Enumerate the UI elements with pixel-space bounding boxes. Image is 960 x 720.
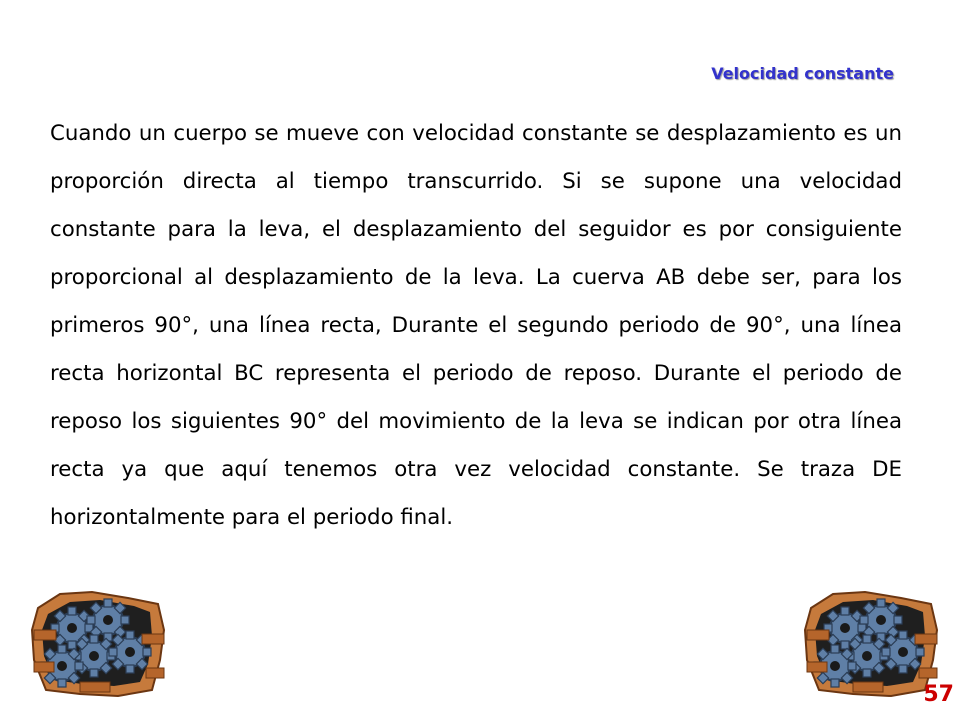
gears-in-brick-wall-icon — [30, 590, 168, 698]
gears-in-brick-wall-icon — [803, 590, 941, 698]
slide-title: Velocidad constante — [711, 64, 894, 83]
page-number: 57 — [923, 682, 954, 707]
body-paragraph: Cuando un cuerpo se mueve con velocidad constante se desplazamiento es un proporción directa al tiempo transcurrido. Si se supone una velocidad constante para la leva, el desplazamiento del seguidor es por consiguiente proporcional al desplazamiento de la leva. La cuerva AB debe ser, para los primeros 90°, una línea recta, Durante el segundo periodo de 90°, una línea recta horizontal BC representa el periodo de reposo. Durante el periodo de reposo los siguientes 90° del movimiento de la leva se indican por otra línea recta ya que aquí tenemos otra vez velocidad constante. Se traza DE horizontalmente para el periodo final. — [50, 121, 902, 530]
